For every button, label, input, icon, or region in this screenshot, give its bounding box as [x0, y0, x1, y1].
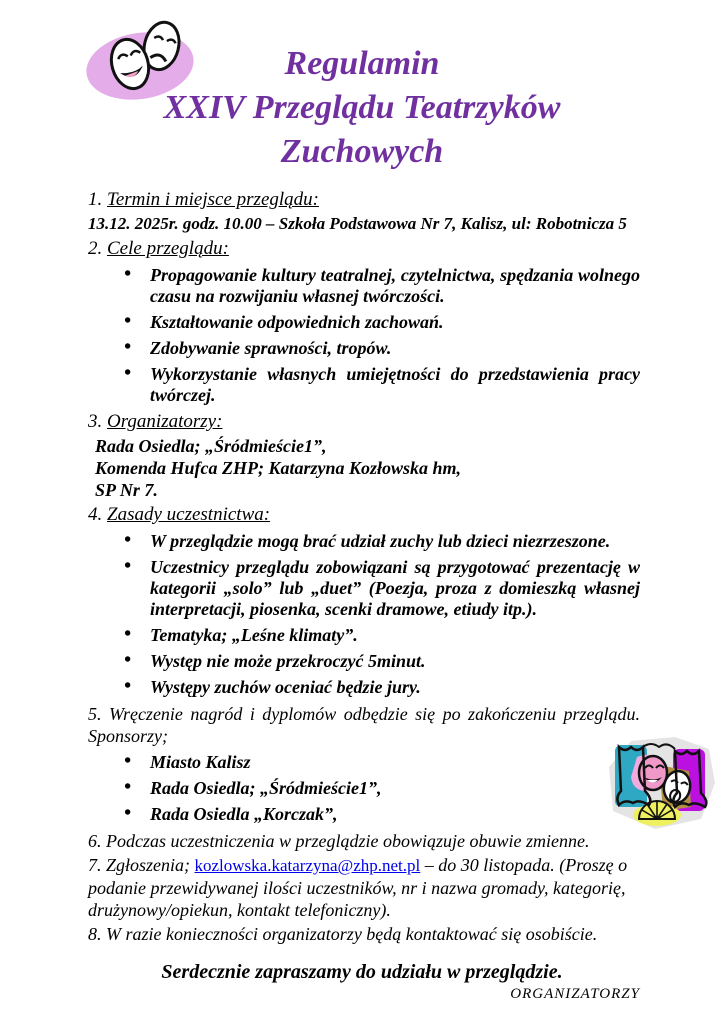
section2-heading: 2. Cele przeglądu: [88, 238, 229, 259]
organizer-line: Rada Osiedla; „Śródmieście1”, [95, 436, 327, 456]
section1-heading: 1. Termin i miejsce przeglądu: [88, 189, 319, 210]
section5-text: 5. Wręczenie nagród i dyplomów odbędzie się po zakończeniu przeglądu. Sponsorzy; [88, 704, 640, 746]
list-item: • Zdobywanie sprawności, tropów. [88, 338, 640, 359]
list-item: • Wykorzystanie własnych umiejętności do przedstawienia pracy twórczej. [88, 364, 640, 406]
section6-text: 6. Podczas uczestniczenia w przeglądzie obowiązuje obuwie zmienne. [88, 831, 590, 851]
organizer-line: SP Nr 7. [95, 480, 158, 500]
list-item: • Występ nie może przekroczyć 5minut. [88, 651, 640, 672]
title-line-2: XXIV Przeglądu Teatrzyków [163, 89, 561, 126]
list-item: • Miasto Kalisz [88, 752, 640, 773]
list-item: • Kształtowanie odpowiednich zachowań. [88, 312, 640, 333]
list-item: • Rada Osiedla „Korczak”, [88, 804, 640, 825]
list-item: • Propagowanie kultury teatralnej, czytelnictwa, spędzania wolnego czasu na rozwijaniu własnej twórczości. [88, 265, 640, 307]
section7-text [88, 854, 628, 921]
organizer-line: Komenda Hufca ZHP; Katarzyna Kozłowska hm, [95, 458, 462, 478]
goals-list [88, 265, 640, 406]
sponsors-list [88, 752, 640, 825]
theater-stage-icon [597, 735, 719, 833]
title-line-3: Zuchowych [280, 133, 444, 170]
section4-heading: 4. Zasady uczestnictwa: [88, 504, 271, 525]
list-item: • W przeglądzie mogą brać udział zuchy lub dzieci niezrzeszone. [88, 531, 640, 552]
list-item: • Rada Osiedla; „Śródmieście1”, [88, 778, 640, 799]
document-body [88, 189, 640, 945]
participation-rules-list [88, 531, 640, 698]
event-date-location: 13.12. 2025r. godz. 10.00 – Szkoła Podstawowa Nr 7, Kalisz, ul: Robotnicza 5 [88, 214, 627, 233]
closing-invitation: Serdecznie zapraszamy do udziału w przeglądzie. [161, 961, 563, 983]
list-item: • Uczestnicy przeglądu zobowiązani są przygotować prezentację w kategorii „solo” lub „duet” (Poezja, proza z domieszką własnej interpretacji, piosenka, scenki dramowe, etiudy itp.). [88, 557, 640, 620]
section3-heading: 3. Organizatorzy: [88, 411, 223, 432]
list-item: • Tematyka; „Leśne klimaty”. [88, 625, 640, 646]
organizers-signature: ORGANIZATORZY [510, 986, 640, 1002]
section8-text: 8. W razie konieczności organizatorzy będą kontaktować się osobiście. [88, 924, 598, 944]
section7-prefix: 7. Zgłoszenia; [88, 855, 195, 875]
title-line-1: Regulamin [284, 45, 440, 82]
section7-suffix: – do 30 listopada. (Proszę o podanie przewidywanej ilości uczestników, nr i nazwa gromady, kategorię, drużynowy/opiekun, kontakt telefoniczny). [88, 855, 628, 920]
comedy-tragedy-masks-icon [78, 4, 206, 106]
email-link[interactable]: kozlowska.katarzyna@zhp.net.pl [194, 856, 421, 875]
list-item: • Występy zuchów oceniać będzie jury. [88, 677, 640, 698]
